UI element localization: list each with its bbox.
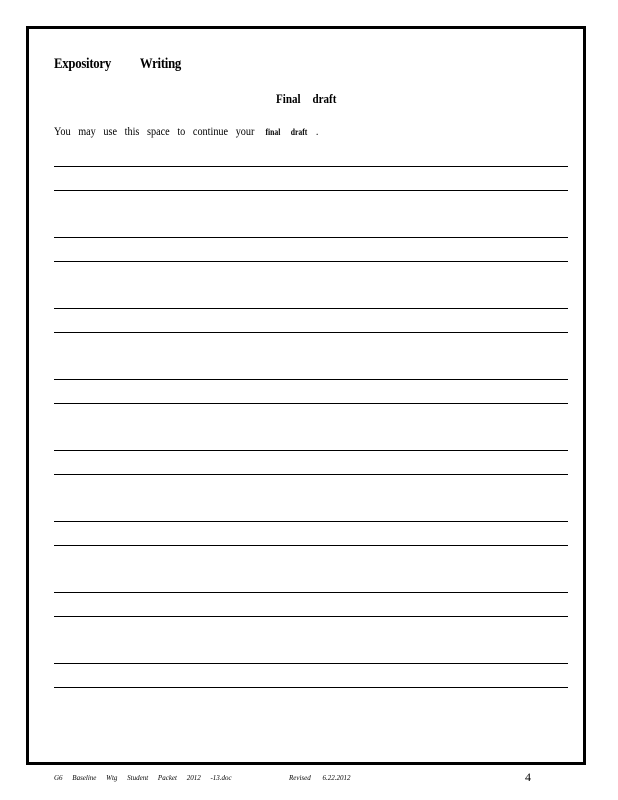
writing-line (54, 474, 568, 475)
writing-line (54, 616, 568, 617)
footer-revised-date: Revised 6.22.2012 (289, 774, 351, 782)
writing-line (54, 166, 568, 167)
instruction-emphasis: final draft (265, 127, 308, 137)
section-subtitle (276, 91, 336, 107)
writing-line (54, 379, 568, 380)
footer-document-name: G6 Baseline Wtg Student Packet 2012 -13.doc (54, 774, 232, 782)
writing-line (54, 592, 568, 593)
writing-line (54, 521, 568, 522)
subtitle-word-final: Final (276, 91, 301, 106)
title-word-writing: Writing (139, 56, 182, 72)
writing-line (54, 237, 568, 238)
instruction-lead: You may use this space to continue your (54, 124, 255, 138)
instruction-text (54, 124, 318, 139)
writing-line (54, 261, 568, 262)
writing-line (54, 545, 568, 546)
title-word-expository: Expository (54, 56, 111, 72)
writing-line (54, 332, 568, 333)
writing-line (54, 663, 568, 664)
writing-line (54, 450, 568, 451)
writing-line (54, 190, 568, 191)
subtitle-word-draft: draft (312, 91, 337, 106)
writing-line (54, 308, 568, 309)
writing-line (54, 403, 568, 404)
writing-line (54, 687, 568, 688)
page-number: 4 (525, 770, 531, 784)
page-title (54, 56, 181, 73)
instruction-end: . (315, 124, 319, 138)
